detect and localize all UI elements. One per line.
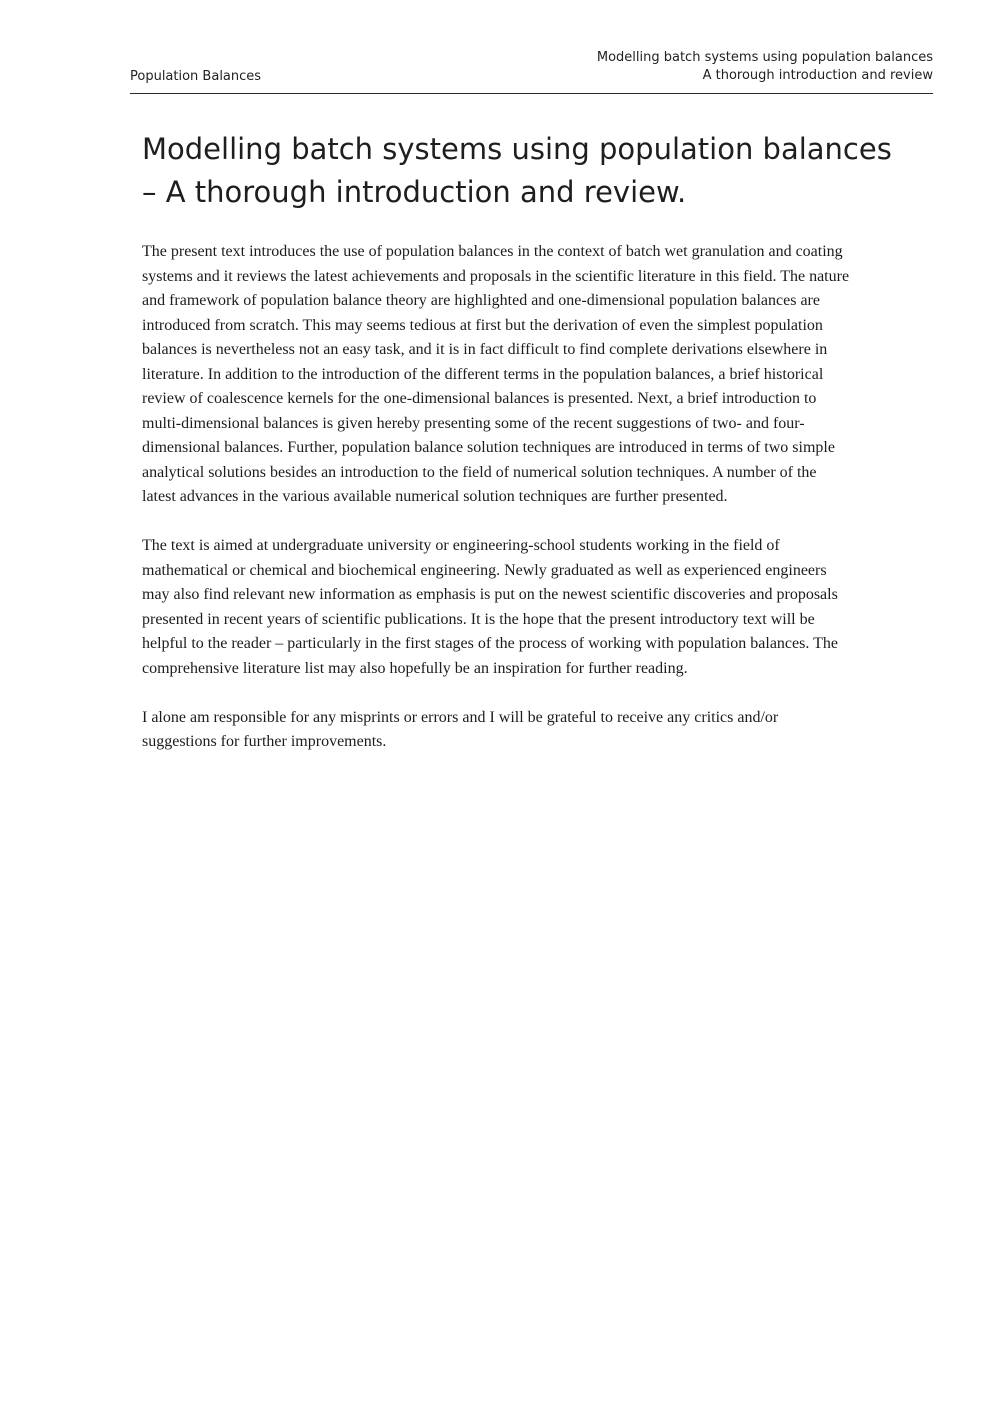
running-header	[130, 49, 933, 94]
paragraph-1: The present text introduces the use of population balances in the context of batch wet granulation and coating systems and it reviews the latest achievements and proposals in the scientific literature in this field. The nature and framework of population balance theory are highlighted and one-dimensional population balances are introduced from scratch. This may seems tedious at first but the derivation of even the simplest population balances is nevertheless not an easy task, and it is in fact difficult to find complete derivations elsewhere in literature. In addition to the introduction of the different terms in the population balances, a brief historical review of coalescence kernels for the one-dimensional balances is presented. Next, a brief introduction to multi-dimensional balances is given hereby presenting some of the recent suggestions of two- and four-dimensional balances. Further, population balance solution techniques are introduced in terms of two simple analytical solutions besides an introduction to the field of numerical solution techniques. A number of the latest advances in the various available numerical solution techniques are further presented.	[142, 243, 850, 505]
paragraph-3: I alone am responsible for any misprints or errors and I will be grateful to receive any critics and/or suggestions for further improvements.	[142, 708, 779, 750]
body-text	[142, 240, 854, 779]
paragraph-2: The text is aimed at undergraduate university or engineering-school students working in the field of mathematical or chemical and biochemical engineering. Newly graduated as well as experienced engineers may also find relevant new information as emphasis is put on the newest scientific discoveries and proposals presented in recent years of scientific publications. It is the hope that the present introductory text will be helpful to the reader – particularly in the first stages of the process of working with population balances. The comprehensive literature list may also hopefully be an inspiration for further reading.	[142, 537, 838, 677]
header-chapter-title-line1: Modelling batch systems using population balances	[596, 50, 933, 65]
page-title: Modelling batch systems using population balances – A thorough introduction and review.	[142, 132, 892, 209]
header-chapter-title-line2: A thorough introduction and review	[702, 68, 933, 83]
header-book-title: Population Balances	[130, 69, 262, 84]
header-chapter-title	[597, 49, 933, 85]
